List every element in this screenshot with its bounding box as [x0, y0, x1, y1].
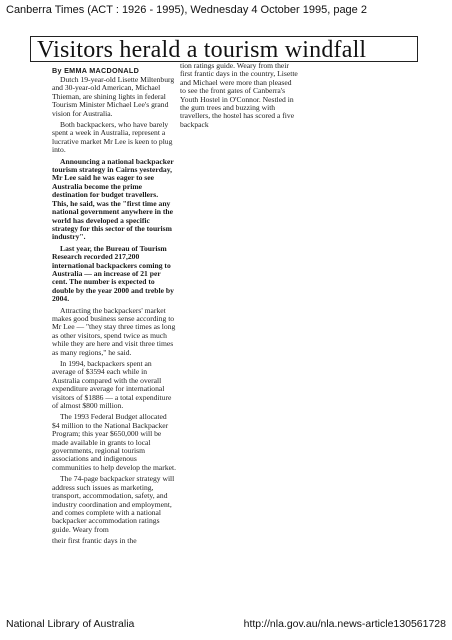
- article-byline: By EMMA MACDONALD: [52, 66, 140, 75]
- article-headline: Visitors herald a tourism windfall: [37, 37, 367, 62]
- article-paragraph: In 1994, backpackers spent an average of $3594 each while in Australia compared with the overall expenditure average for international visitors of $1886 — a total expenditure of almost $800 million.: [52, 359, 172, 411]
- footer-library-name: National Library of Australia: [6, 618, 135, 630]
- article-column-2: [180, 62, 298, 132]
- footer-article-url[interactable]: http://nla.gov.au/nla.news-article130561728: [243, 618, 446, 630]
- article-paragraph: The 74-page backpacker strategy will address such issues as marketing, transport, accommodation, safety, and industry coordination and employment, and comes complete with a national backpacker accommodation ratings guide. Weary from: [52, 474, 175, 534]
- article-paragraph: Dutch 19-year-old Lisette Miltenburg and 30-year-old American, Michael Thieman, are shining lights in federal Tourism Minister Michael Lee's grand vision for Australia.: [52, 75, 175, 118]
- article-column-1: [52, 66, 176, 547]
- article-paragraph: The 1993 Federal Budget allocated $4 million to the National Backpacker Program; this year $650,000 will be made available in grants to local governments, regional tourism associations and indigenous communities to help develop the market.: [52, 412, 176, 472]
- article-paragraph: Attracting the backpackers' market makes good business sense according to Mr Lee — "they stay three times as long as other visitors, spend twice as much while they are here and visit three times as many regions," he said.: [52, 305, 176, 357]
- article-paragraph: Last year, the Bureau of Tourism Research recorded 217,200 international backpackers coming to Australia — an increase of 21 per cent. The number is expected to double by the year 2000 and treble by 2004.: [52, 243, 174, 304]
- article-cut-line: their first frantic days in the: [52, 537, 137, 546]
- newspaper-clipping: [30, 36, 422, 548]
- article-paragraph: Announcing a national backpacker tourism strategy in Cairns yesterday, Mr Lee said he was eager to see Australia become the prime destination for budget travellers. This, he said, was the "first time any national government anywhere in the world has developed a specific strategy for this sector of the tourism industry".: [52, 156, 174, 242]
- citation-header: Canberra Times (ACT : 1926 - 1995), Wednesday 4 October 1995, page 2: [6, 4, 367, 16]
- article-paragraph: Both backpackers, who have barely spent a week in Australia, represent a lucrative market Mr Lee is keen to plug into.: [52, 120, 173, 155]
- headline-box: [30, 36, 418, 62]
- article-paragraph: tion ratings guide. Weary from their first frantic days in the country, Lisette and Michael were more than pleased to see the front gates of Canberra's Youth Hostel in O'Connor. Nestled in the gum trees and buzzing with travellers, the hostel has scored a five backpack: [180, 61, 298, 129]
